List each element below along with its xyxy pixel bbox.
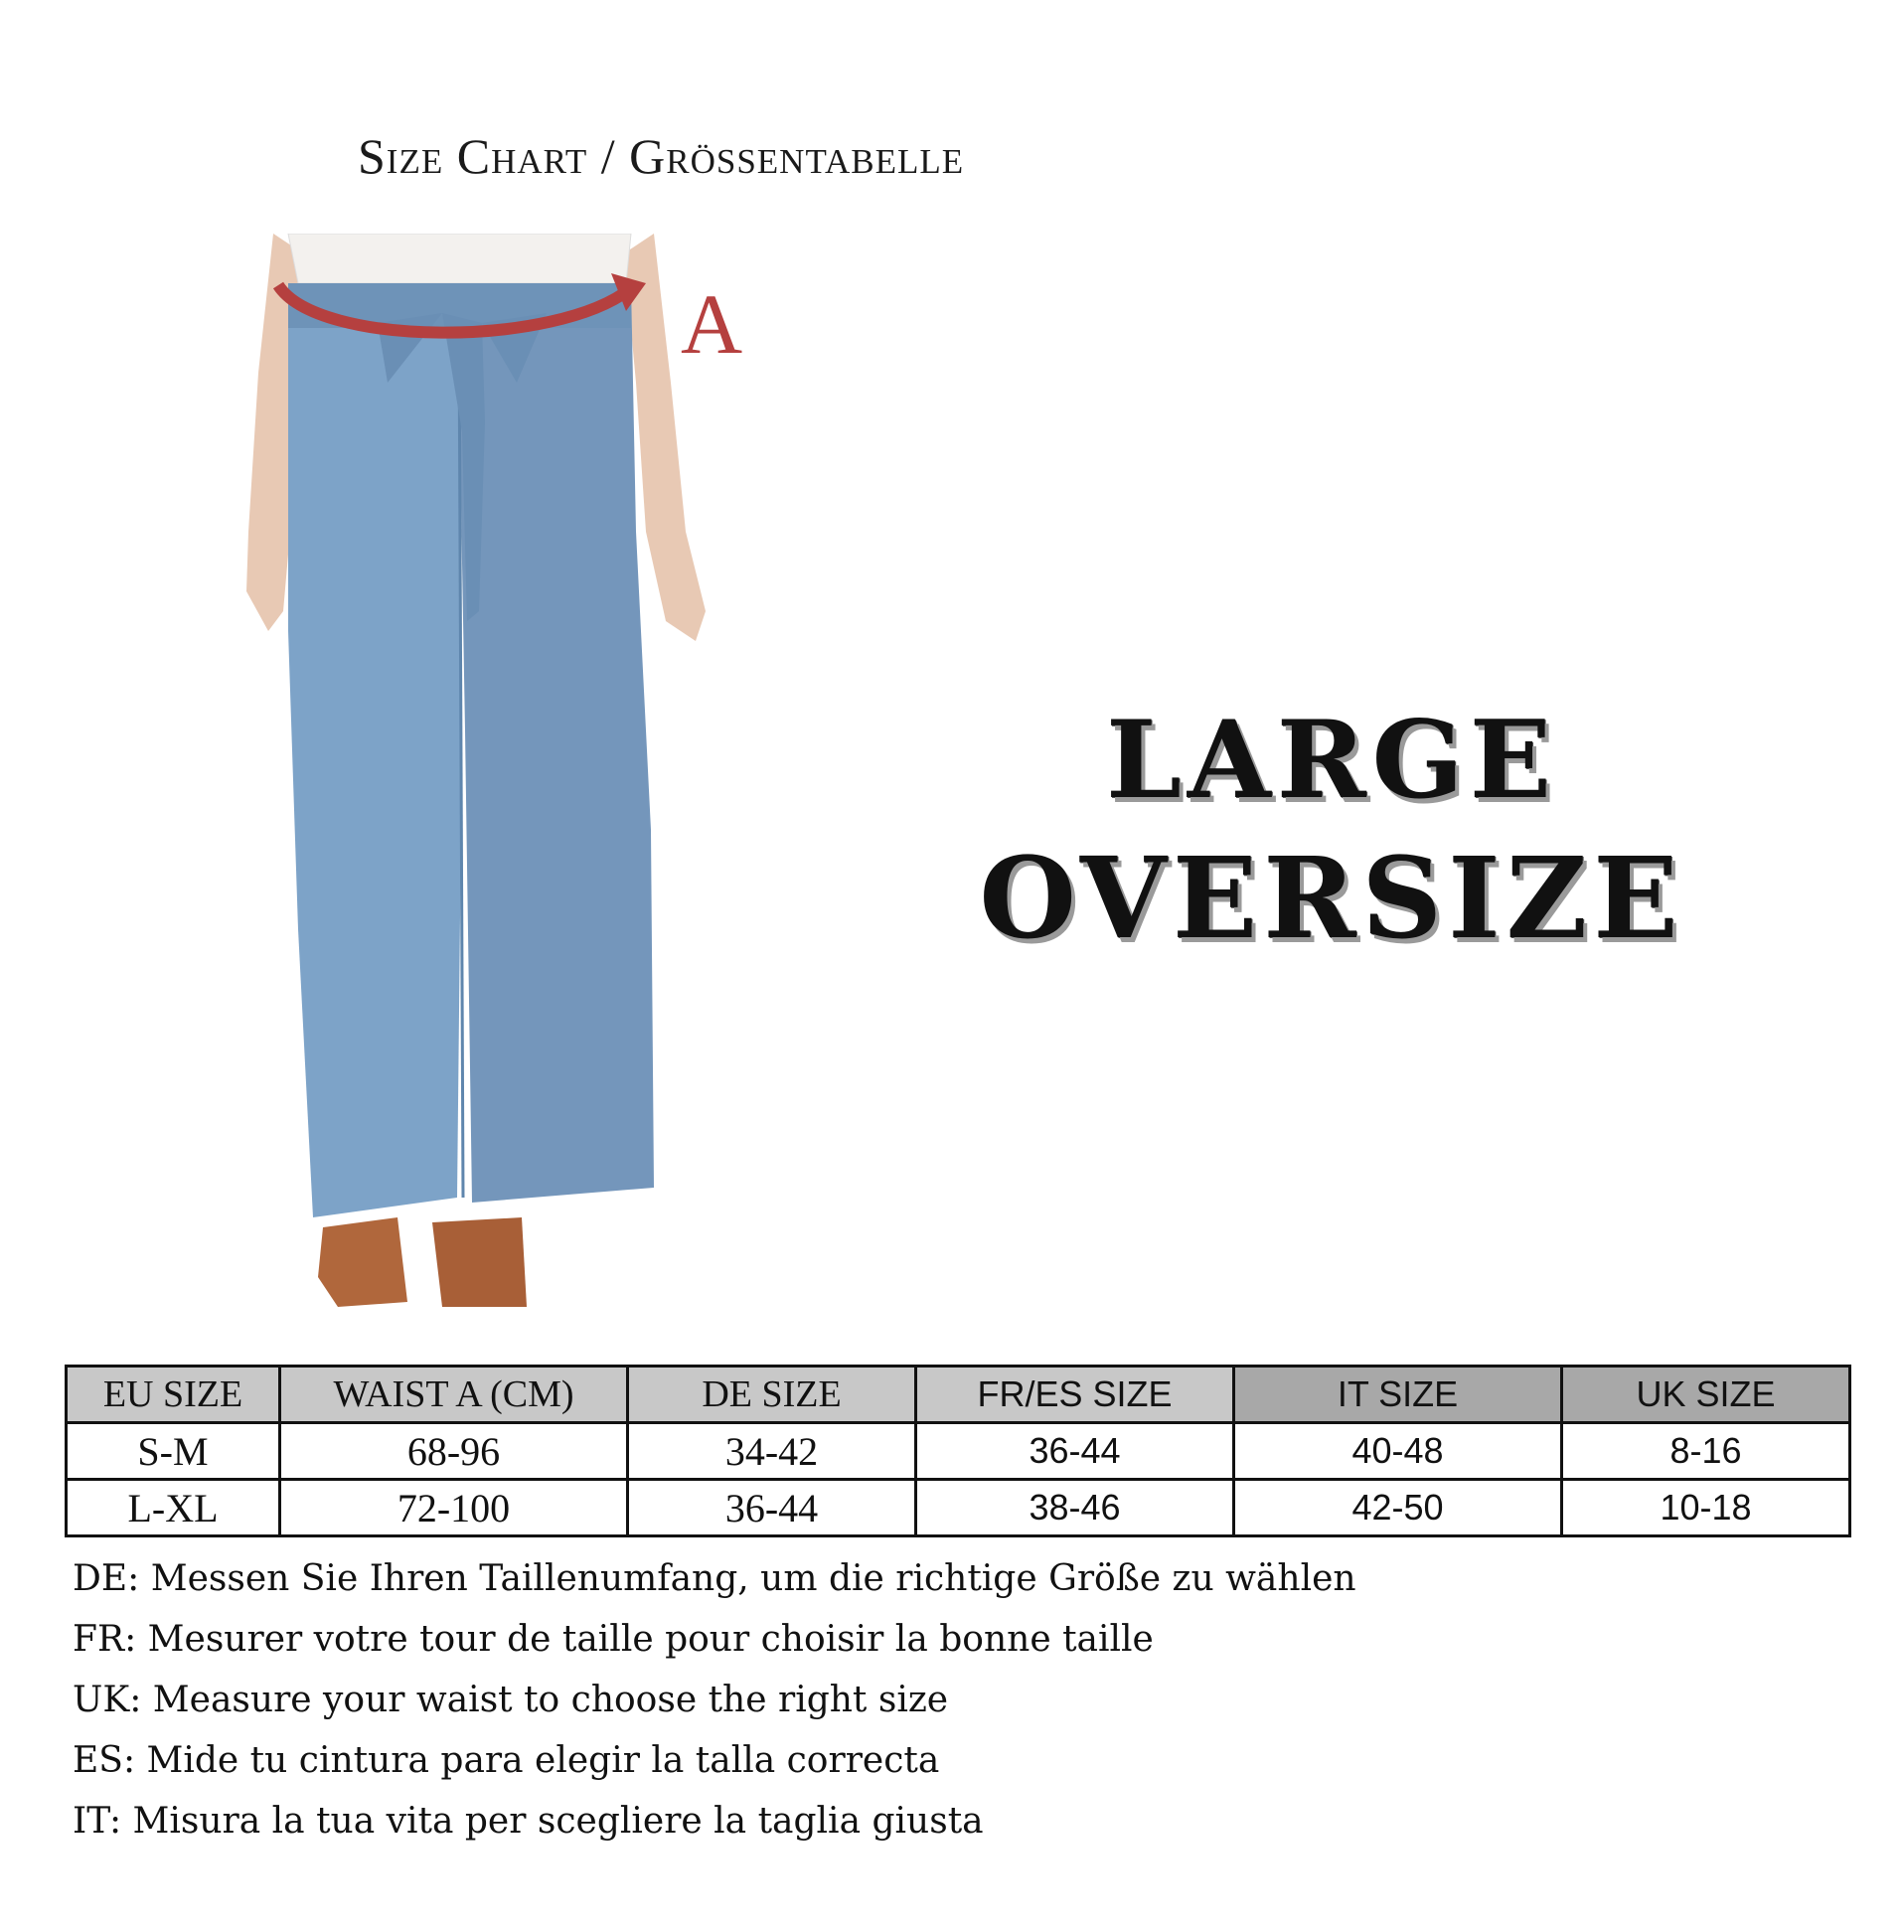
note-it: IT: Misura la tua vita per scegliere la taglia giusta: [73, 1801, 984, 1842]
cell-eu-size: S-M: [67, 1423, 280, 1480]
cell-waist: 68-96: [280, 1423, 628, 1480]
cell-de-size: 36-44: [628, 1480, 916, 1536]
header-waist: WAIST A (CM): [280, 1367, 628, 1423]
header-de-size: DE SIZE: [628, 1367, 916, 1423]
size-table: [65, 1365, 1851, 1537]
table-row: [67, 1423, 1850, 1480]
note-es: ES: Mide tu cintura para elegir la talla correcta: [73, 1740, 940, 1781]
cell-waist: 72-100: [280, 1480, 628, 1536]
left-shoe: [318, 1217, 407, 1307]
cell-eu-size: L-XL: [67, 1480, 280, 1536]
measure-instructions: [73, 1548, 1356, 1852]
cell-fr-es-size: 38-46: [916, 1480, 1234, 1536]
product-figure: [229, 234, 785, 1337]
note-de: DE: Messen Sie Ihren Taillenumfang, um die richtige Größe zu wählen: [73, 1558, 1356, 1599]
header-it-size: IT SIZE: [1234, 1367, 1562, 1423]
cell-it-size: 40-48: [1234, 1423, 1562, 1480]
measure-marker-label: A: [681, 276, 743, 372]
right-shoe: [432, 1217, 527, 1307]
cell-fr-es-size: 36-44: [916, 1423, 1234, 1480]
cell-de-size: 34-42: [628, 1423, 916, 1480]
header-eu-size: EU SIZE: [67, 1367, 280, 1423]
note-uk: UK: Measure your waist to choose the right size: [73, 1680, 949, 1720]
table-row: [67, 1480, 1850, 1536]
white-top: [288, 234, 631, 283]
promo-line-1: LARGE: [1105, 698, 1558, 823]
table-header-row: [67, 1367, 1850, 1423]
header-uk-size: UK SIZE: [1562, 1367, 1850, 1423]
cell-it-size: 42-50: [1234, 1480, 1562, 1536]
note-fr: FR: Mesurer votre tour de taille pour choisir la bonne taille: [73, 1619, 1154, 1660]
promo-badge: [974, 696, 1689, 974]
trouser-right-leg: [457, 283, 654, 1203]
cell-uk-size: 8-16: [1562, 1423, 1850, 1480]
cell-uk-size: 10-18: [1562, 1480, 1850, 1536]
header-fr-es-size: FR/ES SIZE: [916, 1367, 1234, 1423]
promo-line-2: OVERSIZE: [979, 834, 1684, 964]
page-title: Size Chart / Grössentabelle: [358, 128, 965, 184]
trouser-left-leg: [288, 283, 462, 1217]
